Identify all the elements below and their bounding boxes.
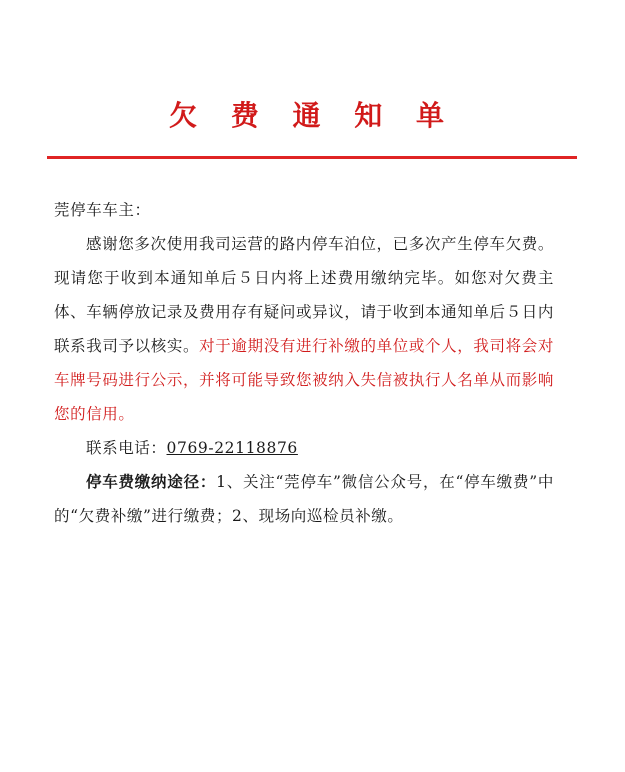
salutation: 莞停车车主：	[54, 201, 151, 219]
warning-text: 对于逾期没有进行补缴的单位或个人，我司将会对车牌号码进行公示，并将可能导致您被纳入失信被执行人名单从而影响您的信用。	[54, 337, 554, 423]
main-paragraph	[54, 227, 554, 431]
payment-label: 停车费缴纳途径：	[86, 472, 217, 491]
payment-paragraph	[54, 465, 554, 533]
contact-phone: 0769-22118876	[166, 439, 298, 457]
payment-text: 1、关注“莞停车”微信公众号，在“停车缴费”中的“欠费补缴”进行缴费；2、现场向巡检员补缴。	[54, 473, 554, 525]
notice-body	[54, 193, 554, 533]
contact-label: 联系电话：	[86, 439, 167, 457]
title-divider	[47, 156, 577, 159]
main-paragraph-text: 感谢您多次使用我司运营的路内停车泊位，已多次产生停车欠费。现请您于收到本通知单后５日内将上述费用缴纳完毕。如您对欠费主体、车辆停放记录及费用存有疑问或异议，请于收到本通知单后５日内联系我司予以核实。	[54, 235, 554, 355]
contact-line	[54, 431, 554, 465]
page-title: 欠 费 通 知 单	[169, 99, 456, 132]
